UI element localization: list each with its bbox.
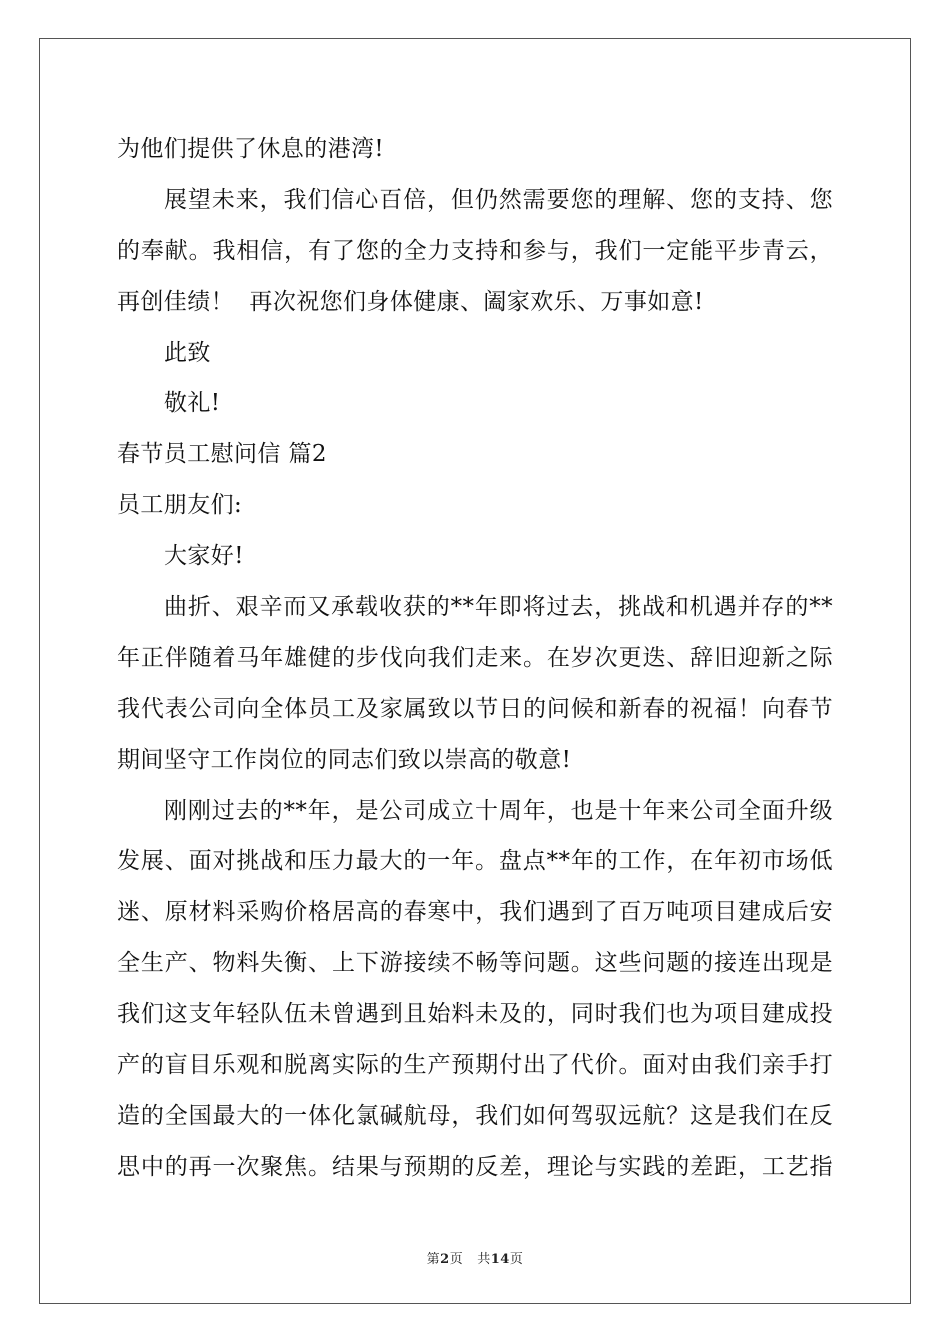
- paragraph-line: 造的全国最大的一体化氯碱航母，我们如何驾驭远航？这是我们在反: [117, 1102, 833, 1129]
- paragraph-line: 我代表公司向全体员工及家属致以节日的问候和新春的祝福！向春节: [117, 695, 833, 722]
- paragraph-line: 年正伴随着马年雄健的步伐向我们走来。在岁次更迭、辞旧迎新之际: [117, 644, 833, 671]
- paragraph-line: 期间坚守工作岗位的同志们致以崇高的敬意!: [117, 746, 572, 773]
- section-heading: 春节员工慰问信 篇2: [117, 441, 327, 468]
- paragraph-line: 发展、面对挑战和压力最大的一年。盘点**年的工作，在年初市场低: [117, 848, 833, 875]
- paragraph-line: 再创佳绩！ 再次祝您们身体健康、阖家欢乐、万事如意!: [117, 288, 704, 315]
- page-number-suffix: 页: [449, 1252, 464, 1267]
- total-pages-prefix: 共: [477, 1252, 491, 1267]
- paragraph-line: 的奉献。我相信，有了您的全力支持和参与，我们一定能平步青云，: [117, 237, 833, 264]
- salutation: 敬礼!: [164, 390, 221, 417]
- total-pages-suffix: 页: [509, 1252, 524, 1267]
- paragraph-line: 我们这支年轻队伍未曾遇到且始料未及的，同时我们也为项目建成投: [117, 1001, 833, 1028]
- paragraph-line: 产的盲目乐观和脱离实际的生产预期付出了代价。面对由我们亲手打: [117, 1052, 833, 1079]
- paragraph-line: 刚刚过去的**年，是公司成立十周年，也是十年来公司全面升级: [164, 797, 833, 824]
- current-page-number: 2: [440, 1252, 450, 1267]
- paragraph-line: 迷、原材料采购价格居高的春寒中，我们遇到了百万吨项目建成后安: [117, 899, 833, 926]
- paragraph-line: 大家好!: [164, 543, 244, 570]
- paragraph-line: 全生产、物料失衡、上下游接续不畅等问题。这些问题的接连出现是: [117, 950, 833, 977]
- letter-greeting: 员工朋友们:: [117, 492, 243, 519]
- paragraph-line: 为他们提供了休息的港湾!: [117, 136, 385, 162]
- total-page-count: 14: [490, 1252, 510, 1267]
- paragraph-line: 曲折、艰辛而又承载收获的**年即将过去，挑战和机遇并存的**: [164, 594, 833, 621]
- page-number-prefix: 第: [426, 1252, 441, 1267]
- closing-phrase: 此致: [164, 339, 211, 366]
- paragraph-line: 展望未来，我们信心百倍，但仍然需要您的理解、您的支持、您: [164, 186, 833, 213]
- page-footer: [0, 1248, 950, 1267]
- document-body: [117, 124, 833, 1193]
- paragraph-line: 思中的再一次聚焦。结果与预期的反差，理论与实践的差距，工艺指: [117, 1153, 833, 1180]
